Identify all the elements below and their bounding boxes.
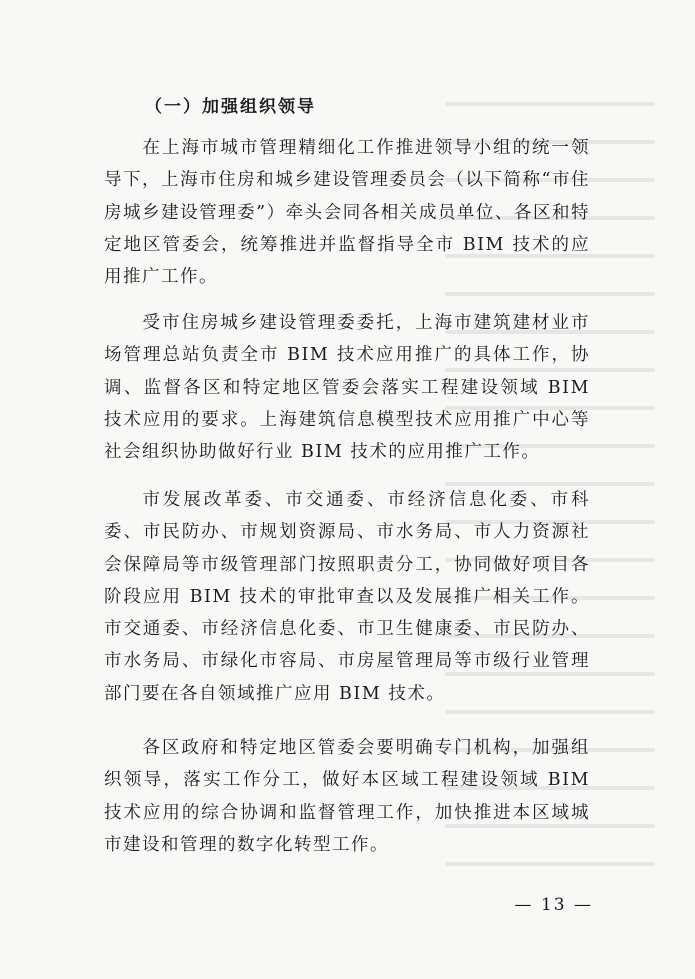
paragraph-3: 市发展改革委、市交通委、市经济信息化委、市科委、市民防办、市规划资源局、市水务局、市人力资源社会保障局等市级管理部门按照职责分工，协同做好项目各阶段应用 BIM 技术的审批审查以及发展推广相关工作。市交通委、市经济信息化委、市卫生健康委、市民防办、市水务局、市绿化市容局、市房屋管理局等市级行业管理部门要在各自领域推广应用 BIM 技术。	[104, 490, 590, 704]
paragraph-1: 在上海市城市管理精细化工作推进领导小组的统一领导下，上海市住房和城乡建设管理委员会（以下简称“市住房城乡建设管理委”）牵头会同各相关成员单位、各区和特定地区管委会，统筹推进并监督指导全市 BIM 技术的应用推广工作。	[104, 138, 590, 288]
paragraph-2: 受市住房城乡建设管理委委托，上海市建筑建材业市场管理总站负责全市 BIM 技术应用推广的具体工作，协调、监督各区和特定地区管委会落实工程建设领域 BIM 技术应用的要求。上海建筑信息模型技术应用推广中心等社会组织协助做好行业 BIM 技术的应用推广工作。	[104, 313, 590, 463]
paragraph-4: 各区政府和特定地区管委会要明确专门机构，加强组织领导，落实工作分工，做好本区域工程建设领域 BIM 技术应用的综合协调和监督管理工作，加快推进本区域城市建设和管理的数字化转型工作。	[104, 738, 590, 855]
page-number: — 13 —	[514, 895, 593, 915]
section-heading: （一）加强组织领导	[145, 97, 316, 117]
